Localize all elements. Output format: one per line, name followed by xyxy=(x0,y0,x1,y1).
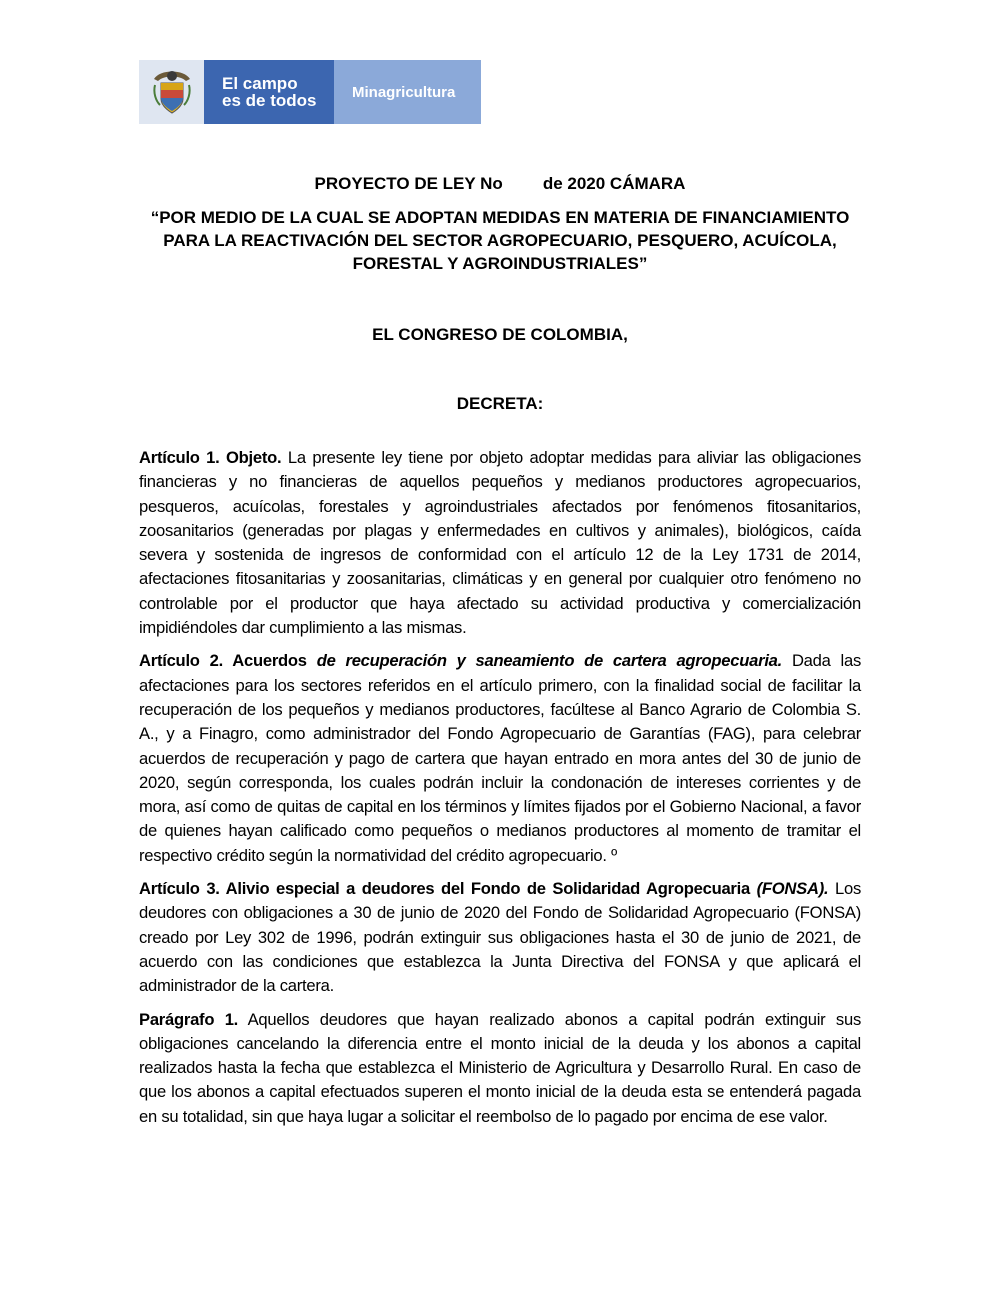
logo-line1: El campo xyxy=(222,74,298,93)
article-heading: Artículo 1. Objeto. xyxy=(139,448,282,467)
article-heading: Parágrafo 1. xyxy=(139,1009,239,1029)
coat-of-arms-icon xyxy=(139,60,204,124)
document-body xyxy=(139,446,861,1138)
bill-prefix: PROYECTO DE LEY No xyxy=(314,174,503,193)
article-2 xyxy=(139,649,861,868)
logo-ministry: Minagricultura xyxy=(334,60,481,124)
paragraph-1 xyxy=(139,1008,861,1129)
article-heading: Artículo 3. Alivio especial a deudores del Fondo de Solidaridad Agropecuaria xyxy=(139,879,750,899)
decreta-heading: DECRETA: xyxy=(456,394,544,413)
article-heading: Artículo 2. Acuerdos xyxy=(139,651,307,671)
article-heading-italic: (FONSA). xyxy=(749,879,829,899)
article-1 xyxy=(139,446,861,640)
ministry-logo xyxy=(139,60,481,124)
article-3 xyxy=(139,877,861,998)
article-text: Los deudores con obligaciones a 30 de junio de 2020 del Fondo de Solidaridad Agropecuario (FONSA) creado por Ley 302 de 1996, podrán extinguir sus obligaciones hasta el 30 de junio de 2021, de acuerdo con las condiciones que establezca la Junta Directiva del FONSA y que aplicará el administrador de la cartera. xyxy=(139,879,861,996)
logo-line2: es de todos xyxy=(222,91,317,110)
article-text: Dada las afectaciones para los sectores referidos en el artículo primero, con la finalidad social de facilitar la recuperación de los pequeños y medianos productores, facúltese al Banco Agrario de Colombia S. A., y a Finagro, como administrador del Fondo Agropecuario de Garantías (FAG), para celebrar acuerdos de recuperación y pago de cartera que hayan entrado en mora antes del 30 de junio de 2020, según corresponda, los cuales podrán incluir la condonación de intereses corrientes y de mora, así como de quitas de capital en los términos y límites fijados por el Gobierno Nacional, a favor de quienes hayan calificado como pequeños o medianos productores al momento de tramitar el respectivo crédito según la normatividad del crédito agropecuario. º xyxy=(139,651,861,865)
bill-number xyxy=(139,172,861,195)
article-text: La presente ley tiene por objeto adoptar medidas para aliviar las obligaciones financieras y no financieras de aquellos pequeños y medianos productores agropecuarios, pesqueros, acuícolas, forestales y agroindustriales afectados por fenómenos fitosanitarios, zoosanitarios (generadas por plagas y enfermedades en cultivos y animales), biológicos, caída severa y sostenida de ingresos de conformidad con el artículo 12 de la Ley 1731 de 2014, afectaciones fitosanitarias y zoosanitarias, climáticas y en general por cualquier otro fenómeno no controlable por el productor que haya afectado su actividad productiva y comercialización impidiéndoles dar cumplimiento a las mismas. xyxy=(139,448,862,638)
bill-suffix: de 2020 CÁMARA xyxy=(542,174,686,193)
article-text: Aquellos deudores que hayan realizado abonos a capital podrán extinguir sus obligaciones cancelando la diferencia entre el monto inicial de la deuda y los abonos a capital realizados hasta la fecha que establezca el Ministerio de Agricultura y Desarrollo Rural. En caso de que los abonos a capital efectuados superen el monto inicial de la deuda esta se entenderá pagada en su totalidad, sin que haya lugar a solicitar el reembolso de lo pagado por encima de ese valor. xyxy=(139,1009,861,1126)
logo-slogan xyxy=(204,60,334,124)
congress-heading: EL CONGRESO DE COLOMBIA, xyxy=(372,325,628,344)
article-heading-italic: de recuperación y saneamiento de cartera agropecuaria. xyxy=(306,651,783,671)
bill-subject: “POR MEDIO DE LA CUAL SE ADOPTAN MEDIDAS EN MATERIA DE FINANCIAMIENTO PARA LA REACTIVACIÓN DEL SECTOR AGROPECUARIO, PESQUERO, ACUÍCOLA, FORESTAL Y AGROINDUSTRIALES” xyxy=(150,208,850,273)
